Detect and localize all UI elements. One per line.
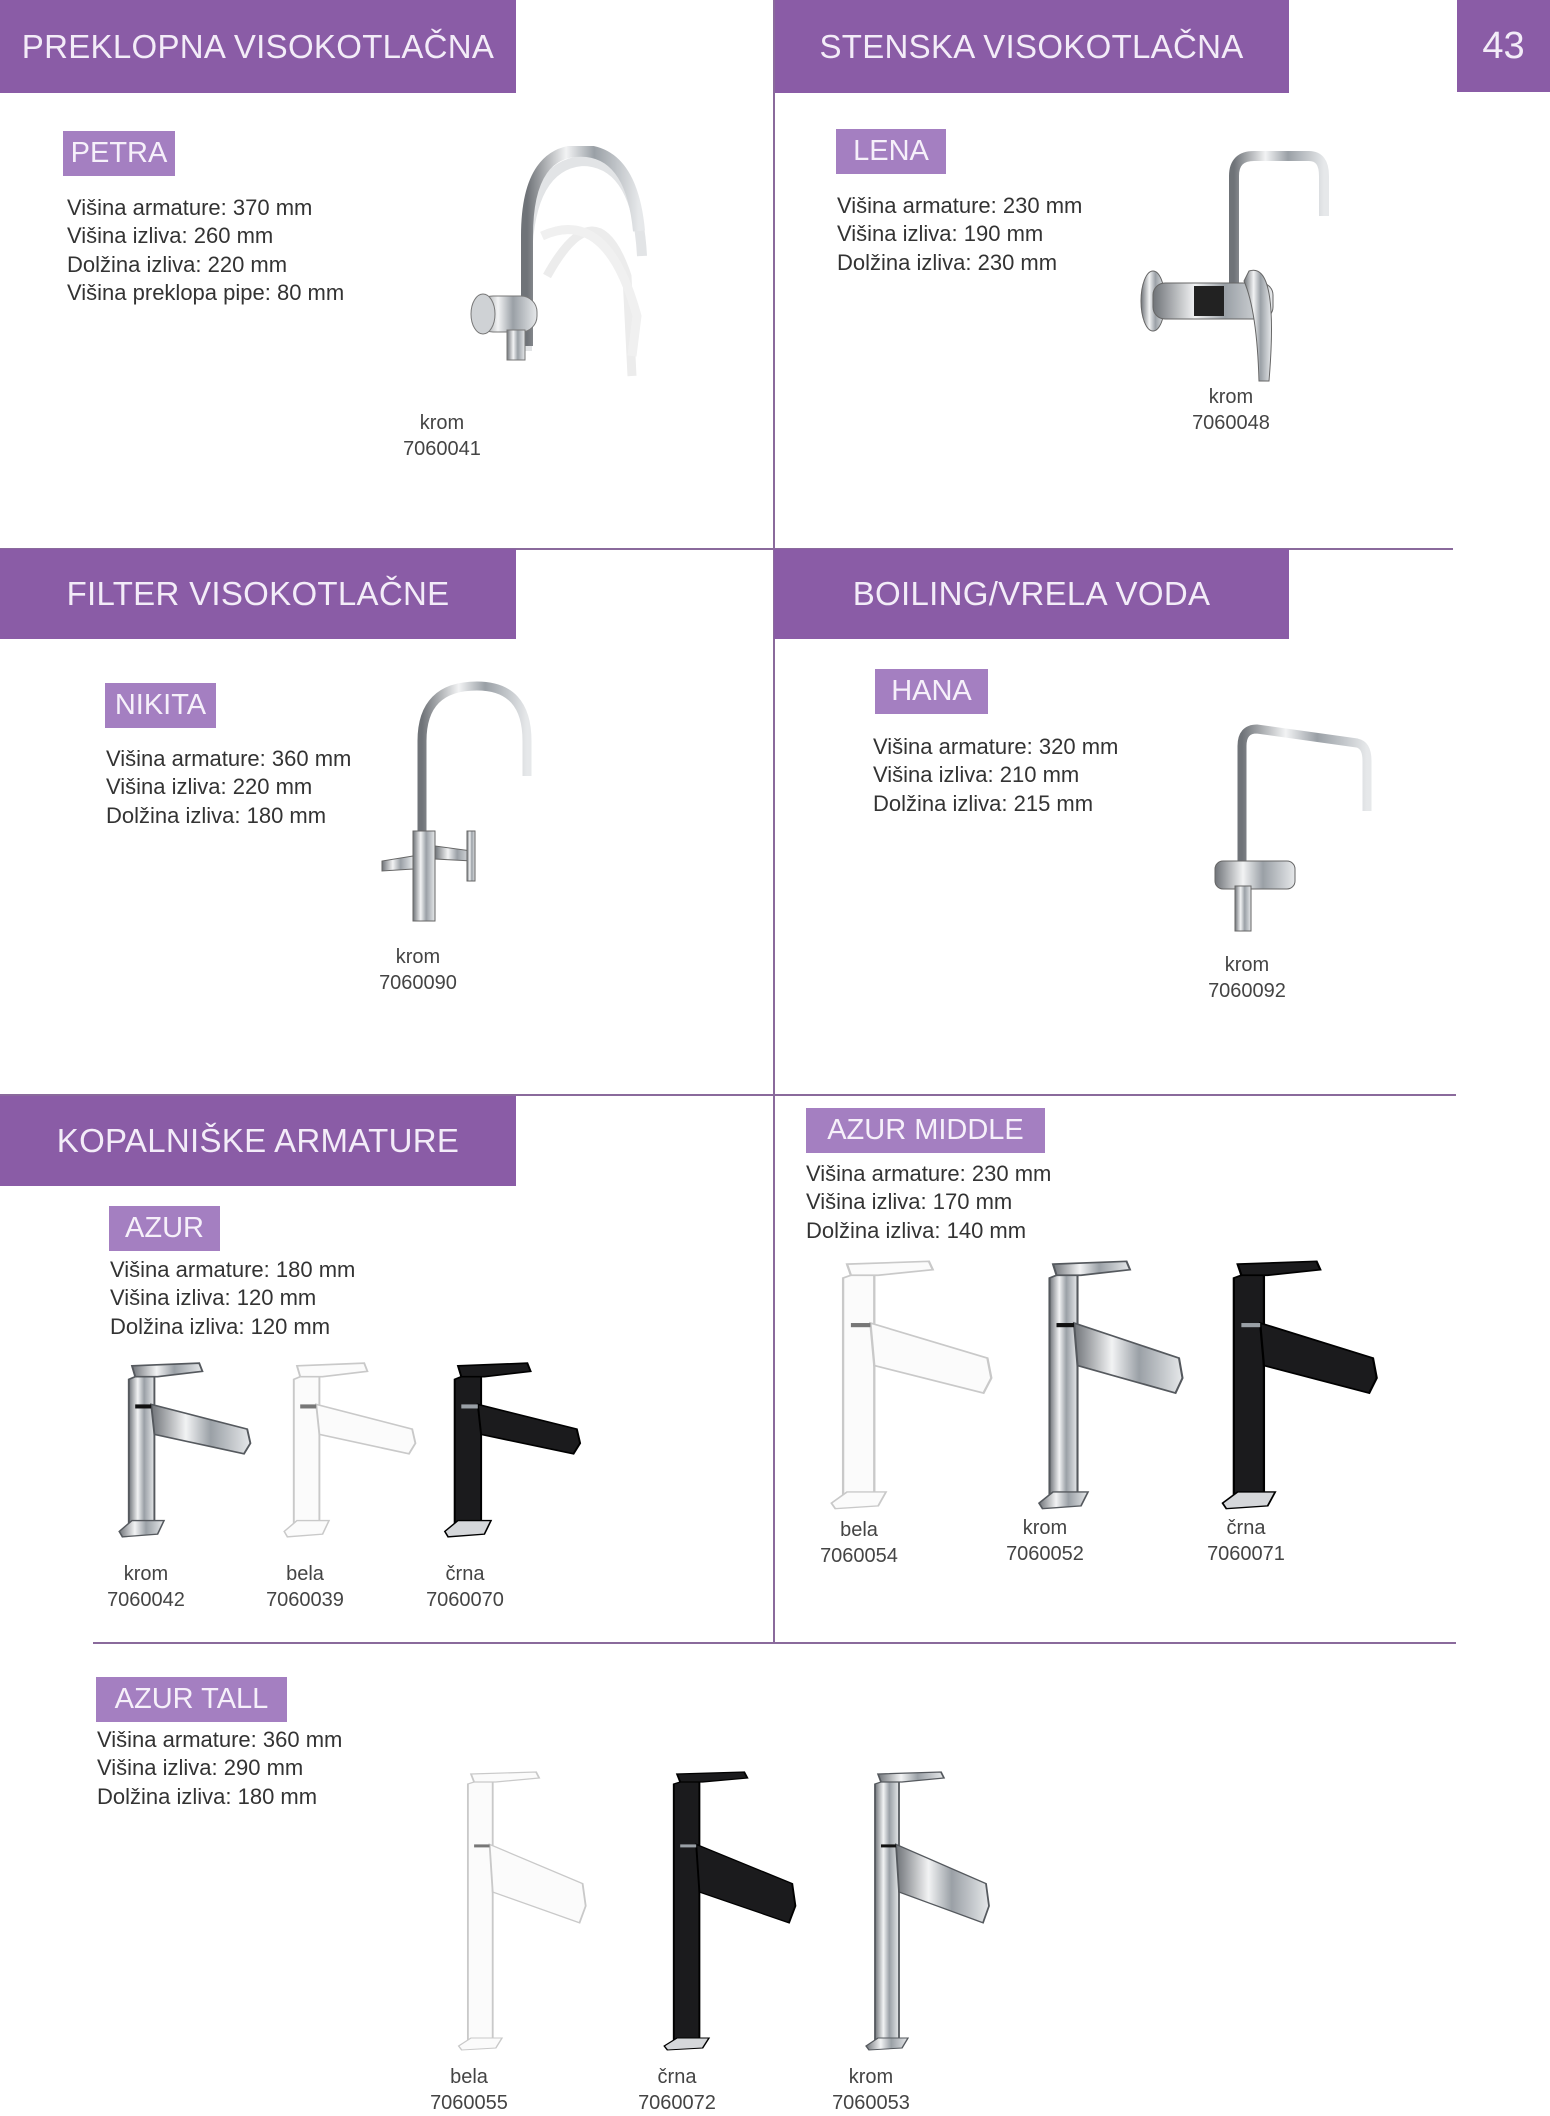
spec-line: Dolžina izliva: 230 mm bbox=[837, 249, 1058, 275]
faucet-image-nikita bbox=[377, 681, 566, 930]
spec-line: Višina armature: 360 mm bbox=[106, 746, 352, 771]
faucet-image-azur-bela bbox=[265, 1355, 425, 1545]
variant-finish: krom bbox=[1208, 386, 1254, 408]
spec-line: Dolžina izliva: 140 mm bbox=[806, 1217, 1027, 1243]
variant-code: 7060055 bbox=[430, 2092, 508, 2114]
variant-finish: bela bbox=[450, 2066, 488, 2088]
product-name-azur: AZUR bbox=[109, 1206, 220, 1251]
faucet-icon bbox=[377, 146, 660, 398]
variant-code: 7060048 bbox=[1192, 412, 1270, 434]
variant-code: 7060092 bbox=[1208, 980, 1286, 1002]
spec-line: Višina izliva: 220 mm bbox=[106, 774, 313, 800]
spec-line: Dolžina izliva: 180 mm bbox=[106, 802, 327, 828]
faucet-icon bbox=[645, 1766, 805, 2056]
product-specs bbox=[110, 1256, 355, 1341]
variant-finish: bela bbox=[840, 1519, 878, 1541]
section-header-stenska: STENSKA VISOKOTLAČNA bbox=[774, 0, 1289, 93]
faucet-icon bbox=[808, 1253, 1003, 1517]
variant-code: 7060042 bbox=[107, 1589, 185, 1611]
variant-caption bbox=[607, 2064, 747, 2116]
spec-line: Višina izliva: 190 mm bbox=[837, 221, 1044, 247]
variant-caption bbox=[801, 2064, 941, 2116]
spec-line: Dolžina izliva: 120 mm bbox=[110, 1313, 331, 1339]
spec-line: Višina izliva: 260 mm bbox=[67, 223, 274, 249]
page-number: 43 bbox=[1457, 0, 1550, 92]
variant-finish: krom bbox=[1224, 954, 1270, 976]
faucet-image-lena bbox=[1139, 151, 1334, 384]
section-header-boiling: BOILING/VRELA VODA bbox=[774, 549, 1289, 639]
faucet-icon bbox=[1200, 1253, 1388, 1517]
spec-line: Višina izliva: 170 mm bbox=[806, 1189, 1013, 1215]
spec-line: Višina armature: 360 mm bbox=[97, 1727, 343, 1752]
spec-line: Višina izliva: 290 mm bbox=[97, 1755, 304, 1781]
spec-line: Dolžina izliva: 215 mm bbox=[873, 790, 1094, 816]
faucet-icon bbox=[1139, 151, 1334, 384]
product-specs bbox=[97, 1726, 342, 1811]
spec-line: Višina armature: 230 mm bbox=[806, 1161, 1052, 1186]
variant-caption bbox=[395, 1561, 535, 1613]
variant-code: 7060039 bbox=[266, 1589, 344, 1611]
product-name-nikita: NIKITA bbox=[105, 683, 216, 728]
variant-caption bbox=[1176, 1515, 1316, 1567]
variant-finish: črna bbox=[1226, 1517, 1266, 1539]
variant-caption bbox=[76, 1561, 216, 1613]
variant-finish: krom bbox=[123, 1563, 169, 1585]
product-name-azur-middle: AZUR MIDDLE bbox=[806, 1108, 1045, 1153]
spec-line: Višina armature: 320 mm bbox=[873, 734, 1119, 759]
section-header-kopalniske: KOPALNIŠKE ARMATURE bbox=[0, 1096, 516, 1186]
product-name-petra: PETRA bbox=[63, 131, 175, 176]
spec-line: Višina preklopa pipe: 80 mm bbox=[67, 279, 345, 305]
variant-finish: bela bbox=[286, 1563, 324, 1585]
spec-line: Višina armature: 370 mm bbox=[67, 195, 313, 220]
faucet-image-azur-tall-crna bbox=[645, 1766, 805, 2056]
variant-caption bbox=[399, 2064, 539, 2116]
spec-line: Dolžina izliva: 220 mm bbox=[67, 251, 288, 277]
faucet-icon bbox=[377, 681, 566, 930]
faucet-image-azur-middle-bela bbox=[808, 1253, 1003, 1517]
product-specs bbox=[106, 745, 351, 830]
variant-caption bbox=[235, 1561, 375, 1613]
faucet-image-azur-krom bbox=[100, 1355, 260, 1545]
faucet-icon bbox=[265, 1355, 425, 1545]
product-specs bbox=[67, 194, 344, 307]
variant-code: 7060090 bbox=[379, 972, 457, 994]
variant-caption bbox=[348, 944, 488, 996]
faucet-image-azur-middle-krom bbox=[1018, 1253, 1193, 1517]
variant-finish: črna bbox=[445, 1563, 485, 1585]
variant-finish: krom bbox=[848, 2066, 894, 2088]
horizontal-divider bbox=[93, 1642, 1456, 1644]
faucet-image-azur-crna bbox=[425, 1355, 590, 1545]
variant-finish: krom bbox=[419, 412, 465, 434]
product-name-azur-tall: AZUR TALL bbox=[96, 1677, 287, 1722]
faucet-icon bbox=[440, 1766, 595, 2056]
spec-line: Višina izliva: 120 mm bbox=[110, 1285, 317, 1311]
variant-finish: črna bbox=[657, 2066, 697, 2088]
vertical-divider bbox=[773, 0, 775, 1643]
faucet-image-azur-tall-krom bbox=[848, 1766, 998, 2056]
product-specs bbox=[873, 733, 1118, 818]
faucet-icon bbox=[425, 1355, 590, 1545]
variant-finish: krom bbox=[395, 946, 441, 968]
variant-caption bbox=[372, 410, 512, 462]
variant-code: 7060053 bbox=[832, 2092, 910, 2114]
variant-caption bbox=[1161, 384, 1301, 436]
section-header-preklopna: PREKLOPNA VISOKOTLAČNA bbox=[0, 0, 516, 93]
variant-code: 7060072 bbox=[638, 2092, 716, 2114]
variant-finish: krom bbox=[1022, 1517, 1068, 1539]
variant-code: 7060070 bbox=[426, 1589, 504, 1611]
product-name-hana: HANA bbox=[875, 669, 988, 714]
variant-code: 7060071 bbox=[1207, 1543, 1285, 1565]
variant-code: 7060054 bbox=[820, 1545, 898, 1567]
product-specs bbox=[806, 1160, 1051, 1245]
faucet-icon bbox=[848, 1766, 998, 2056]
faucet-image-azur-middle-crna bbox=[1200, 1253, 1388, 1517]
spec-line: Višina armature: 230 mm bbox=[837, 193, 1083, 218]
variant-caption bbox=[789, 1517, 929, 1569]
faucet-icon bbox=[1018, 1253, 1193, 1517]
product-name-lena: LENA bbox=[836, 129, 946, 174]
faucet-icon bbox=[1197, 721, 1375, 933]
spec-line: Dolžina izliva: 180 mm bbox=[97, 1783, 318, 1809]
spec-line: Višina armature: 180 mm bbox=[110, 1257, 356, 1282]
variant-code: 7060041 bbox=[403, 438, 481, 460]
faucet-image-hana bbox=[1197, 721, 1375, 933]
faucet-image-azur-tall-bela bbox=[440, 1766, 595, 2056]
spec-line: Višina izliva: 210 mm bbox=[873, 762, 1080, 788]
variant-caption bbox=[1177, 952, 1317, 1004]
section-header-filter: FILTER VISOKOTLAČNE bbox=[0, 549, 516, 639]
faucet-image-petra bbox=[377, 146, 660, 398]
product-specs bbox=[837, 192, 1082, 277]
variant-caption bbox=[975, 1515, 1115, 1567]
faucet-icon bbox=[100, 1355, 260, 1545]
variant-code: 7060052 bbox=[1006, 1543, 1084, 1565]
